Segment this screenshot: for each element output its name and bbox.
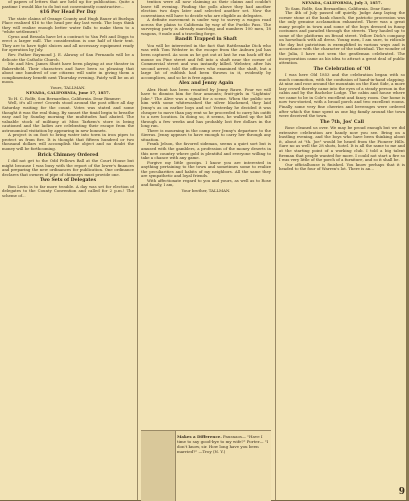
cartoon-line-2: Porter— "I don't know, sir. How long have you been married?" —Troy (N. Y.) — [177, 439, 269, 454]
section-heading: Bandit Trapped in Shaft — [175, 37, 237, 43]
cartoon-line-1: Pausnaos— "Have I time to say good-bye to my wife?" — [177, 434, 263, 444]
letter-signoff: Yours, TALLMAN. — [50, 84, 86, 90]
cartoon-title: Makes a Difference. — [177, 434, 222, 439]
column-2 — [141, 0, 271, 428]
letter-dateline: NEVADA, CALIFORNIA, July 3, 1857. — [302, 0, 382, 5]
article-paragraph: Mr. and Mrs. James Shutt have been playing at our theater in Bakersfield. Their characters and have been so pleasing that about one hundred of our citizens will unite in giving them a complimentary benefit next Thursday evening. Fairly will be on at moon. — [2, 61, 134, 85]
article-paragraph: tention were all now claiming as their claims and couldn't leave till evening. Finding the polls above they had another election two days later and selected another set. Now the conventions will have to decide who are eligible as delegates. — [141, 0, 271, 18]
article-paragraph: To Sam. Rolfe, San Bernardino, California. Dear Sam: — [285, 5, 392, 11]
letter-signoff: Your brother, TALLMAN. — [181, 187, 231, 193]
article-paragraph: I did not get to the Odd Fellows Ball at the Court House but might because I was busy with the report of the lower's finances and preparing the new ordinances for publication. One ordinance declares that owners of pipe of chimneys must provide one. — [2, 158, 134, 177]
section-heading: The 7th, Jos' Call — [319, 119, 365, 125]
column-1 — [2, 0, 134, 500]
cartoon-caption — [177, 434, 269, 454]
article-paragraph: Cyrus and Bessola have let a contract to Van Pelt and Diggs to erect a larger mill. The consideration is one half of their tent. They are to have tight sluices and all necessary equipment ready for operation by July. — [2, 33, 134, 53]
article-paragraph: Frank Jelson, the favored sideman, seems a quiet sort but is amused with the gamblers, a profession of the money deserts in this new country where gold is plentiful and everyone willing to take a chance with any game. — [141, 141, 271, 161]
column-divider — [137, 0, 138, 500]
article-paragraph: of papers of letters that are held up for publication. Quite a pastime I would like to do but not conveniently constructive... — [2, 0, 134, 9]
article-paragraph: Rose cleaned us over. We may be proud enough but we did extensive celebration are handy now you see. Bring on a bustling evening, and the boys who have been thinking about it, about at "th. Joe" would be heard from the Pioneer Hills. Sure no as well the 28 shots, hotel. It is all the same to me and at the starting point of a working club. I told a big talent fireman that people wanted for more. I could not start a fire so I was very little of the porch of a furniture, and so it shall be. — [279, 125, 405, 163]
article-paragraph: Forgive my little gossips. I know you are interested in anything pertaining to the town and sometimes some to realize the peculiarities and habits of my neighbors. All the same they are sympathetic and loyal friends. — [141, 159, 271, 179]
section-heading: Alex and Jenny Again — [178, 81, 234, 87]
letter-dateline: NEVADA, CALIFORNIA, June 17, 1857. — [25, 90, 111, 96]
column-divider — [275, 0, 276, 500]
column-3 — [279, 0, 405, 500]
article-paragraph: A project is on foot to bring water into town in iron pipes to protect us from fire. It is thought that fifteen hundred or two thousand dollars will accomplish the object and no doubt the money will be forthcoming. — [2, 132, 134, 151]
article-paragraph: Well, it's all over! Crowds stood around the post office all day Saturday waiting for the count. Votes was stated and some thought it was the real thing. By sunset the timid begin to breathe easy and by Sunday morning the multitudes had abated. The valuable stock of militany at Miss Tarkem's store is being cautioned and the ladies are celebrating their escape from the astronomical visitation by appearing in new bonnets. — [2, 100, 134, 133]
article-paragraph: The 4th of July passed off quietly. Judge Amp laying the corner stone at the bank church, the patriotic procession was the only genuine acclamation exhausted. There was a great many people in town and some of the boys dressed in funny costumes and paraded through the streets. They hauled up to some of the platforms on Broad street. Yellow Dick's company on horseback with all dress. Young men, I am sure, to ridicule the day but patriotism is exemplified in various ways and is accordance with the character of the individual. The wonder of the Julia, I have not seen the gentleman celebrated. The incorporation came as his idea to attract a great deal of public attention. — [279, 10, 405, 66]
article-paragraph: Alex Hunt has been reunited by Jenny Rawe. Four we will have to dismiss him for four amounts; fruit-girls in "Lightnin' Joke." The Alive was a signal for a scene. When the public see him with some whitewashed the silver blackened, they laid Jenny's as on earlier boys and so! Yesterday he decided it was cheaper to move than pay rent so he proceeded to carry his outfit to a new location. In doing so, it seems, he walked up the hill through a few weeks and has probably lost five dollars in the long run. — [141, 86, 271, 129]
article-paragraph: You will be interested in the fact that Rattlesnake Dick who was with Tom Webster in the escape from the Auburn jail has been captured. As soon as he got out at last he ran back off the mouse on Pine street and fell into a shaft near the corner of Commercial street and was instantly killed. Webster, after his second arrest, told the officers who examined the shaft, but a large lot of rubbish had been thrown in it, evidently by accomplices, and so he is free again. — [141, 42, 271, 80]
article-paragraph: A definite movement is under way to survey a wagon road across the plains to California by way of the Pueblo Pass. The surveying party is already marching and numbers 100 men, 18 wagons, 9 mule and a traveling forge. — [141, 17, 271, 36]
article-paragraph: Rev. Father Raymond J. E. Alaway of San Fernando will be a delicate the Catholic Church. — [2, 52, 134, 62]
page-number: 9 — [398, 487, 405, 497]
article-paragraph: I was here Old 1853 and the celebration began with so much commotion, with the confusion of hand-in-hand clapping. At nine and rose around the mountain on the East Side, a more lazy crowd thereby came into the eyes of a steady person in the cabin and by the Bachelor Lodge. The cabin and house where we came to be in Cole's excellent and fancy room. Our home is now two-storied, with a broad porch and two excellent rooms. Finally some very fine cherries and beverages were ordered after which the time spent as one big family around the town were deceived the town. — [279, 72, 405, 119]
article-paragraph: Our officialhouse is finished. You know perhaps that it is headed to the four of Warren's lot. There is an... — [279, 161, 405, 172]
article-paragraph: Bon Lerin is to far more trouble. A day was set for election of delegates to the County Convention and called for 2 p.m.! The scheme of... — [2, 183, 134, 198]
cartoon-illustration — [141, 431, 176, 501]
cartoon-box — [141, 430, 271, 501]
section-heading: Brick Chimney Ordered — [37, 152, 99, 158]
section-heading: Two Sets of Delegates — [39, 178, 97, 184]
article-paragraph: With affectionate regard to you and yours, as well as to Rose and family, I am, — [141, 177, 271, 188]
article-paragraph: To H. C. Rolfe, Son Bernardino, California. Dear Rimmer: — [8, 95, 122, 101]
article-paragraph: The state claims of Orange County and Hugh Bauer at Buelspa Place realized $16 to the head per day last week. The boys think they will realize enough better water falls to make them to a "white settlement." — [2, 15, 134, 35]
section-heading: $16 Per Head Per Day — [39, 10, 97, 16]
section-heading: The Celebration of 'Ol — [313, 66, 371, 72]
article-paragraph: There is mourning in the camp over Jenny's departure to the Sierras. Jenny appears to have enough to carry her through any situation. — [141, 127, 271, 142]
